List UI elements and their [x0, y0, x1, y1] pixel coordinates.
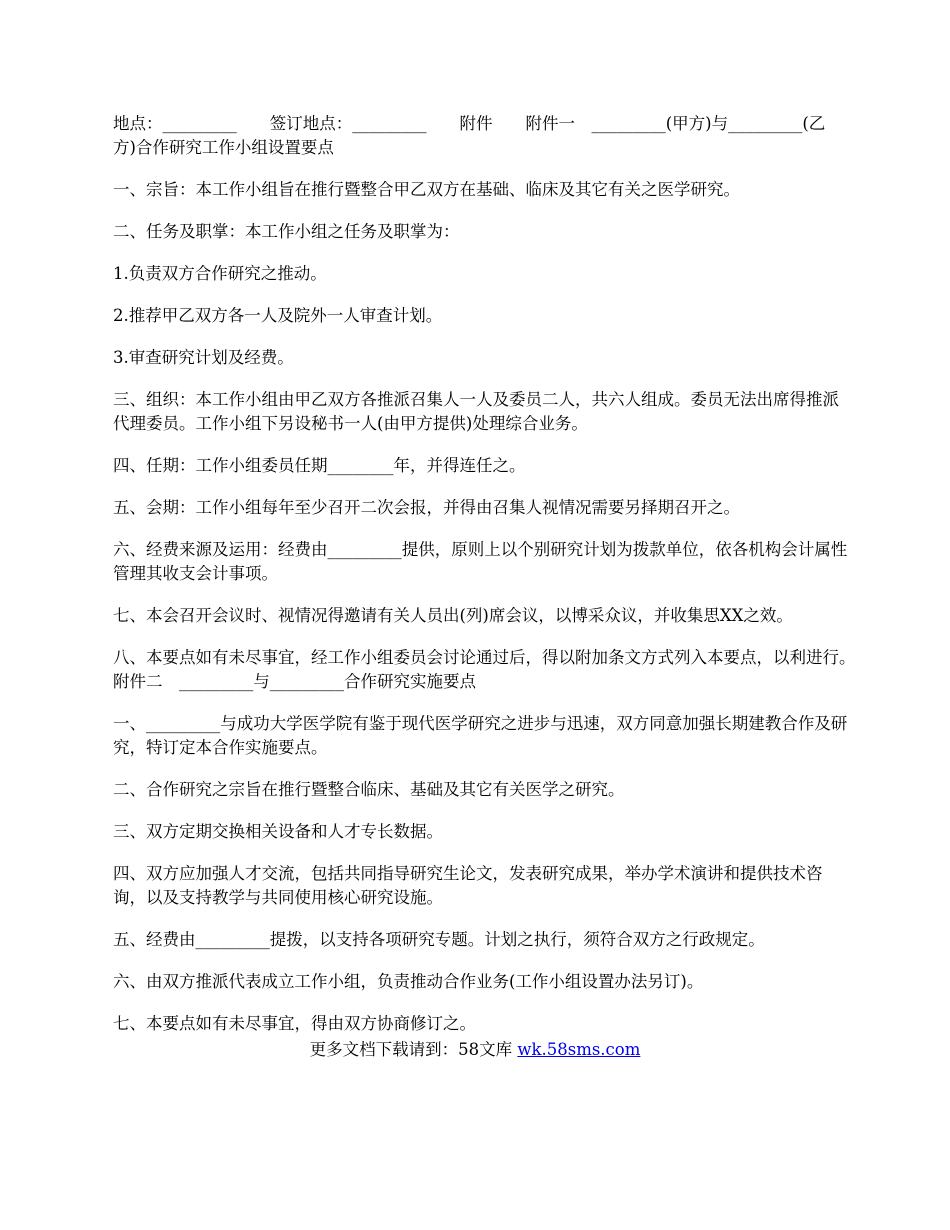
paragraph-6: 3.审查研究计划及经费。 — [113, 348, 294, 367]
paragraph-16: 四、双方应加强人才交流，包括共同指导研究生论文，发表研究成果，举办学术演讲和提供技术咨询，以及支持教学与共同使用核心研究设施。 — [113, 864, 823, 907]
paragraph-19: 七、本要点如有未尽事宜，得由双方协商修订之。 — [113, 1014, 476, 1033]
paragraph-17: 五、经费由_________提拨，以支持各项研究专题。计划之执行，须符合双方之行政规定。 — [113, 930, 765, 949]
paragraph-5: 2.推荐甲乙双方各一人及院外一人审查计划。 — [113, 306, 443, 325]
paragraph-8: 四、任期：工作小组委员任期________年，并得连任之。 — [113, 456, 526, 475]
paragraph-9: 五、会期：工作小组每年至少召开二次会报，并得由召集人视情况需要另择期召开之。 — [113, 498, 740, 517]
download-footer — [0, 1038, 950, 1062]
paragraph-10: 六、经费来源及运用：经费由_________提供，原则上以个别研究计划为拨款单位，依各机构会计属性管理其收支会计事项。 — [113, 540, 848, 583]
footer-link[interactable]: wk.58sms.com — [517, 1040, 641, 1059]
paragraph-11: 七、本会召开会议时、视情况得邀请有关人员出(列)席会议，以博采众议，并收集思XX之效。 — [113, 606, 793, 625]
paragraph-13: 一、_________与成功大学医学院有鉴于现代医学研究之进步与迅速，双方同意加强长期建教合作及研究，特订定本合作实施要点。 — [113, 714, 848, 757]
paragraph-1: 地点：_________ 签订地点：_________ 附件 附件一 _________(甲方)与_________(乙方)合作研究工作小组设置要点 — [113, 114, 826, 157]
paragraph-18: 六、由双方推派代表成立工作小组，负责推动合作业务(工作小组设置办法另订)。 — [113, 972, 704, 991]
document-body — [113, 112, 881, 1054]
paragraph-14: 二、合作研究之宗旨在推行暨整合临床、基础及其它有关医学之研究。 — [113, 780, 625, 799]
footer-text: 更多文档下载请到：58文库 — [309, 1040, 518, 1059]
paragraph-4: 1.负责双方合作研究之推动。 — [113, 264, 327, 283]
paragraph-3: 二、任务及职掌：本工作小组之任务及职掌为： — [113, 222, 460, 241]
paragraph-15: 三、双方定期交换相关设备和人才专长数据。 — [113, 822, 443, 841]
paragraph-2: 一、宗旨：本工作小组旨在推行暨整合甲乙双方在基础、临床及其它有关之医学研究。 — [113, 180, 740, 199]
paragraph-7: 三、组织：本工作小组由甲乙双方各推派召集人一人及委员二人，共六人组成。委员无法出席得推派代理委员。工作小组下另设秘书一人(由甲方提供)处理综合业务。 — [113, 390, 839, 433]
paragraph-12: 八、本要点如有未尽事宜，经工作小组委员会讨论通过后，得以附加条文方式列入本要点，以利进行。 附件二 _________与_________合作研究实施要点 — [113, 648, 881, 691]
